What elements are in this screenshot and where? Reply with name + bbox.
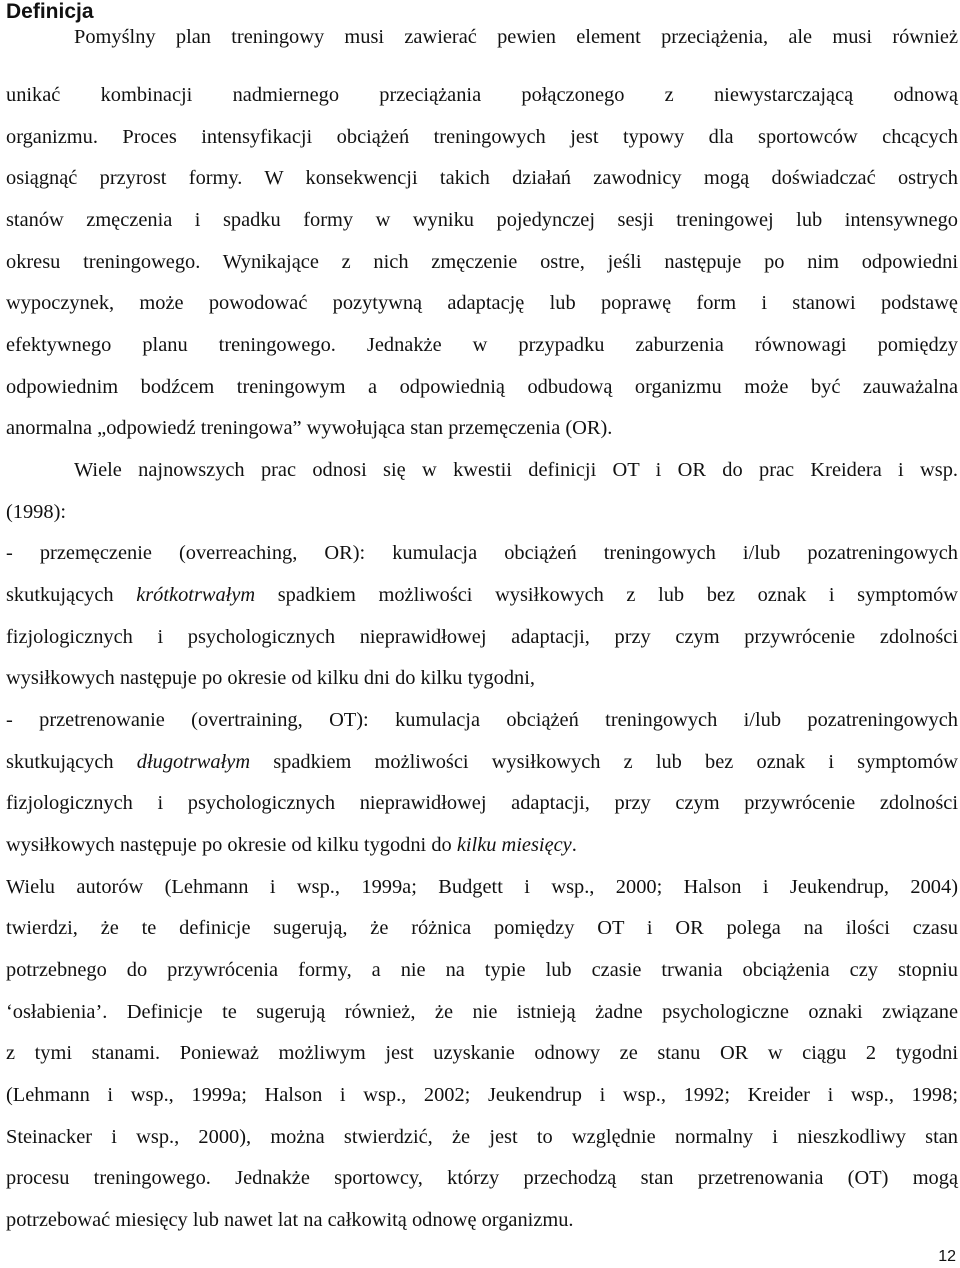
text-line: efektywnego planu treningowego. Jednakże w przypadku zaburzenia równowagi pomiędzy	[6, 334, 958, 356]
text-line: - przemęczenie (overreaching, OR): kumulacja obciążeń treningowych i/lub pozatreningowych	[6, 542, 958, 564]
text-line: twierdzi, że te definicje sugerują, że różnica pomiędzy OT i OR polega na ilości czasu	[6, 917, 958, 939]
emphasis-text: długotrwałym	[136, 751, 251, 773]
text-line: potrzebować miesięcy lub nawet lat na całkowitą odnowę organizmu.	[6, 1209, 574, 1231]
text-line: odpowiednim bodźcem treningowym a odpowiednią odbudową organizmu może być zauważalna	[6, 376, 958, 398]
text-line: stanów zmęczenia i spadku formy w wyniku pojedynczej sesji treningowej lub intensywnego	[6, 209, 958, 231]
text-line: ‘osłabienia’. Definicje te sugerują również, że nie istnieją żadne psychologiczne oznaki związane	[6, 1001, 958, 1023]
text-line: fizjologicznych i psychologicznych nieprawidłowej adaptacji, przy czym przywrócenie zdolności	[6, 626, 958, 648]
text-line: anormalna „odpowiedź treningowa” wywołująca stan przemęczenia (OR).	[6, 417, 613, 439]
text-line: (1998):	[6, 501, 67, 523]
text-line: Steinacker i wsp., 2000), można stwierdzić, że jest to względnie normalny i nieszkodliwy stan	[6, 1126, 958, 1148]
text-line: z tymi stanami. Ponieważ możliwym jest uzyskanie odnowy ze stanu OR w ciągu 2 tygodni	[6, 1042, 958, 1064]
text-line: organizmu. Proces intensyfikacji obciążeń treningowych jest typowy dla sportowców chcących	[6, 126, 958, 148]
text-line: potrzebnego do przywrócenia formy, a nie na typie lub czasie trwania obciążenia czy stopniu	[6, 959, 958, 981]
text-line: (Lehmann i wsp., 1999a; Halson i wsp., 2002; Jeukendrup i wsp., 1992; Kreider i wsp., 1998;	[6, 1084, 958, 1106]
text-line: Pomyślny plan treningowy musi zawierać pewien element przeciążenia, ale musi również	[74, 26, 958, 48]
text-line: wypoczynek, może powodować pozytywną adaptację lub poprawę form i stanowi podstawę	[6, 292, 958, 314]
text-line: skutkujących krótkotrwałym spadkiem możliwości wysiłkowych z lub bez oznak i symptomów	[6, 584, 958, 606]
page-number: 12	[938, 1248, 956, 1265]
emphasis-text: kilku miesięcy	[456, 834, 572, 856]
text-line: skutkujących długotrwałym spadkiem możliwości wysiłkowych z lub bez oznak i symptomów	[6, 751, 958, 773]
text-line: okresu treningowego. Wynikające z nich zmęczenie ostre, jeśli następuje po nim odpowiedni	[6, 251, 958, 273]
section-heading: Definicja	[6, 0, 94, 23]
text-line: procesu treningowego. Jednakże sportowcy, którzy przechodzą stan przetrenowania (OT) mogą	[6, 1167, 958, 1189]
text-line: wysiłkowych następuje po okresie od kilku tygodni do kilku miesięcy.	[6, 834, 577, 856]
text-line: unikać kombinacji nadmiernego przeciążania połączonego z niewystarczającą odnową	[6, 84, 958, 106]
text-line: fizjologicznych i psychologicznych nieprawidłowej adaptacji, przy czym przywrócenie zdolności	[6, 792, 958, 814]
text-line: osiągnąć przyrost formy. W konsekwencji takich działań zawodnicy mogą doświadczać ostrych	[6, 167, 958, 189]
text-line: - przetrenowanie (overtraining, OT): kumulacja obciążeń treningowych i/lub pozatreningowych	[6, 709, 958, 731]
emphasis-text: krótkotrwałym	[136, 584, 256, 606]
text-line: Wielu autorów (Lehmann i wsp., 1999a; Budgett i wsp., 2000; Halson i Jeukendrup, 2004)	[6, 876, 958, 898]
text-line: Wiele najnowszych prac odnosi się w kwestii definicji OT i OR do prac Kreidera i wsp.	[74, 459, 958, 481]
text-line: wysiłkowych następuje po okresie od kilku dni do kilku tygodni,	[6, 667, 535, 689]
